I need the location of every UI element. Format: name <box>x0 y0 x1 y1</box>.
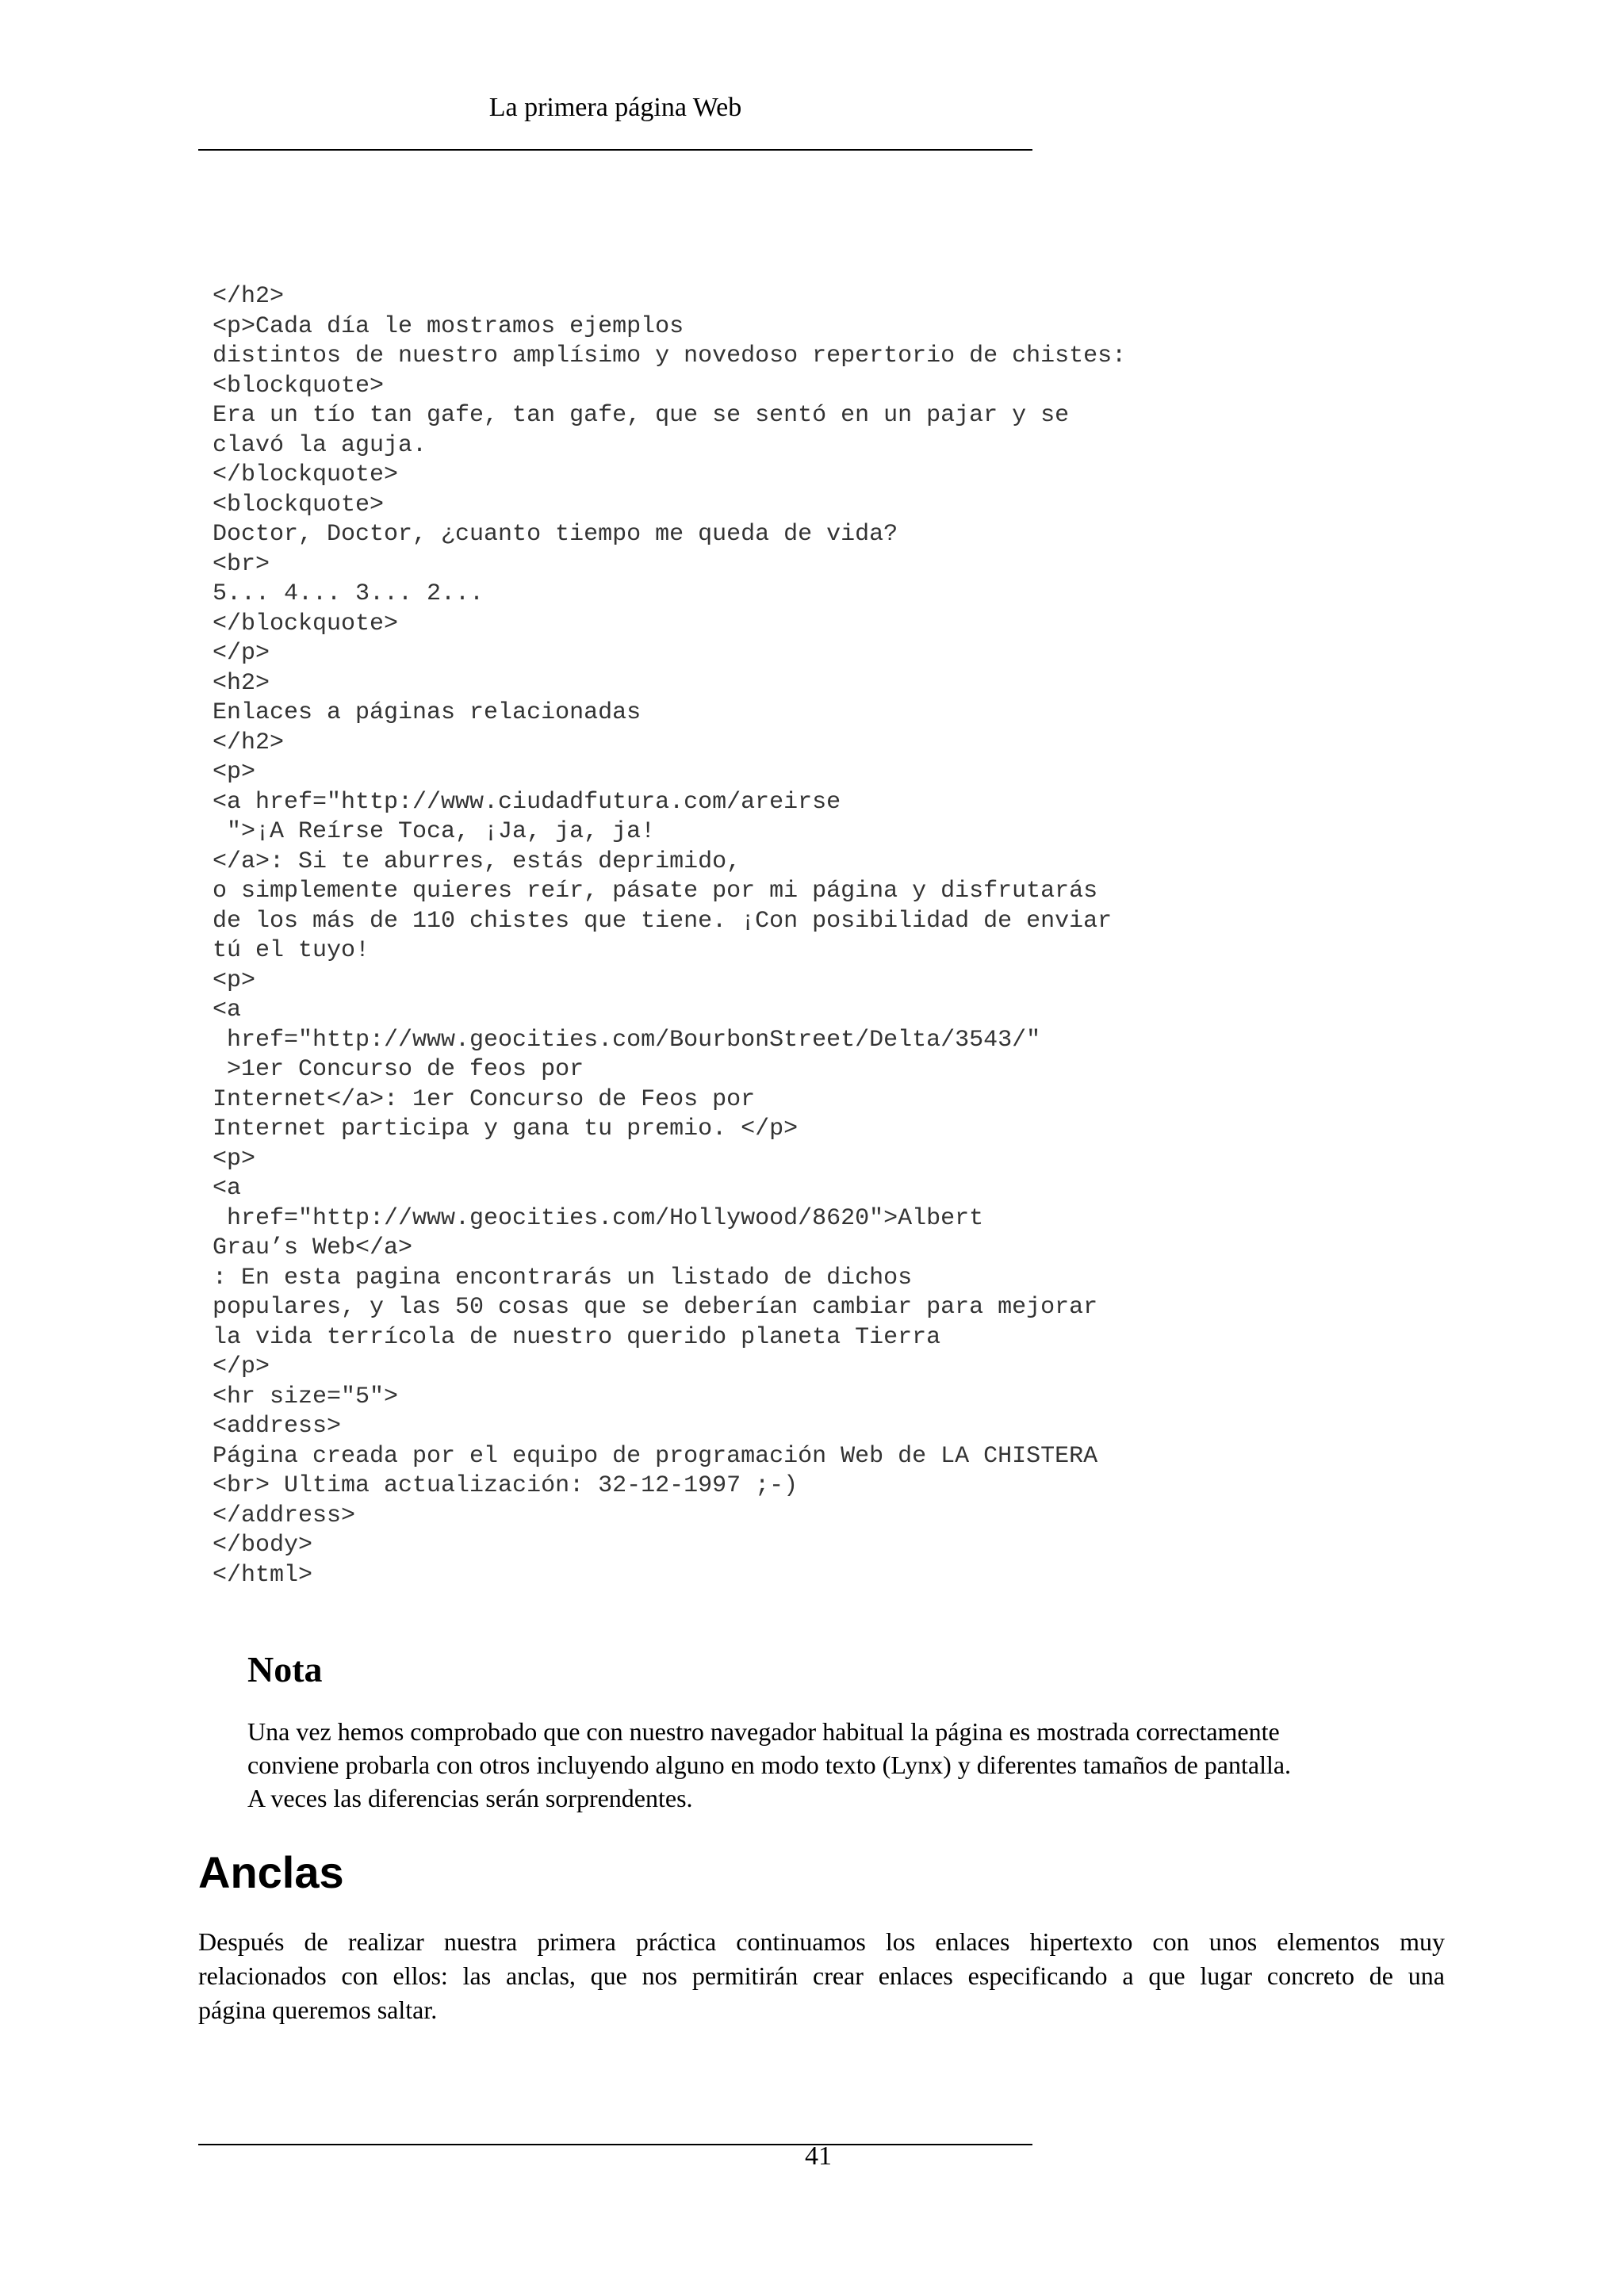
code-line: Enlaces a páginas relacionadas <box>213 699 642 726</box>
code-line: <hr size="5"> <box>213 1383 399 1410</box>
code-line: <p> <box>213 966 256 994</box>
header-rule <box>198 149 1032 151</box>
code-line: <address> <box>213 1413 342 1440</box>
code-line: <p>Cada día le mostramos ejemplos <box>213 312 684 340</box>
code-line: </body> <box>213 1532 313 1559</box>
code-line: >1er Concurso de feos por <box>213 1056 584 1083</box>
code-line: <br> <box>213 550 270 578</box>
code-line: ">¡A Reírse Toca, ¡Ja, ja, ja! <box>213 818 656 845</box>
note-line: Una vez hemos comprobado que con nuestro navegador habitual la página es mostrada correctamente <box>247 1717 1280 1746</box>
note-line: conviene probarla con otros incluyendo alguno en modo texto (Lynx) y diferentes tamaños de pantalla. <box>247 1751 1292 1779</box>
note-body <box>247 1715 1453 1815</box>
code-line: <a <box>213 997 242 1024</box>
code-line: <a <box>213 1175 242 1202</box>
code-line: : En esta pagina encontrarás un listado de dichos <box>213 1264 913 1292</box>
code-line: </address> <box>213 1502 356 1529</box>
paragraph-line: Después de realizar nuestra primera práctica continuamos los enlaces hipertexto con unos elementos muy <box>198 1927 1445 1956</box>
code-line: la vida terrícola de nuestro querido planeta Tierra <box>213 1323 941 1351</box>
code-line: distintos de nuestro amplísimo y novedoso repertorio de chistes: <box>213 342 1127 369</box>
note-title: Nota <box>247 1649 323 1689</box>
code-line: 5... 4... 3... 2... <box>213 580 485 607</box>
code-line: <p> <box>213 759 256 786</box>
code-line: <a href="http://www.ciudadfutura.com/areirse <box>213 788 841 816</box>
code-line: <p> <box>213 1145 256 1173</box>
code-line: clavó la aguja. <box>213 431 427 459</box>
code-line: href="http://www.geocities.com/Hollywood/8620">Albert <box>213 1204 984 1232</box>
code-line: href="http://www.geocities.com/BourbonStreet/Delta/3543/" <box>213 1026 1041 1054</box>
code-line: </h2> <box>213 729 285 756</box>
code-line: de los más de 110 chistes que tiene. ¡Con posibilidad de enviar <box>213 907 1113 935</box>
code-line: Era un tío tan gafe, tan gafe, que se sentó en un pajar y se <box>213 402 1070 429</box>
code-line: o simplemente quieres reír, pásate por mi página y disfrutarás <box>213 878 1098 905</box>
code-line: </blockquote> <box>213 461 399 488</box>
code-line: <blockquote> <box>213 491 385 519</box>
page-number: 41 <box>805 2141 832 2171</box>
section-paragraph <box>198 1925 1445 2027</box>
code-line: </a>: Si te aburres, estás deprimido, <box>213 848 741 875</box>
code-line: Página creada por el equipo de programación Web de LA CHISTERA <box>213 1442 1098 1470</box>
code-line: <h2> <box>213 669 270 697</box>
note-line: A veces las diferencias serán sorprendentes. <box>247 1784 693 1812</box>
paragraph-line: relacionados con ellos: las anclas, que nos permitirán crear enlaces especificando a que lugar concreto de una <box>198 1961 1445 1990</box>
code-line: Internet participa y gana tu premio. </p> <box>213 1115 799 1142</box>
paragraph-line: página queremos saltar. <box>198 1996 438 2024</box>
code-line: Grau’s Web</a> <box>213 1234 413 1261</box>
code-line: Internet</a>: 1er Concurso de Feos por <box>213 1085 756 1113</box>
code-line: </p> <box>213 1353 270 1380</box>
code-line: Doctor, Doctor, ¿cuanto tiempo me queda de vida? <box>213 521 898 548</box>
section-heading: Anclas <box>198 1847 344 1897</box>
running-header: La primera página Web <box>488 93 742 122</box>
code-line: <br> Ultima actualización: 32-12-1997 ;-) <box>213 1472 799 1499</box>
code-line: </h2> <box>213 283 285 310</box>
code-listing <box>213 282 1402 1590</box>
code-line: tú el tuyo! <box>213 937 370 964</box>
code-line: </html> <box>213 1561 313 1589</box>
code-line: </p> <box>213 640 270 667</box>
code-line: populares, y las 50 cosas que se deberían cambiar para mejorar <box>213 1294 1098 1321</box>
code-line: <blockquote> <box>213 372 385 400</box>
code-line: </blockquote> <box>213 610 399 637</box>
